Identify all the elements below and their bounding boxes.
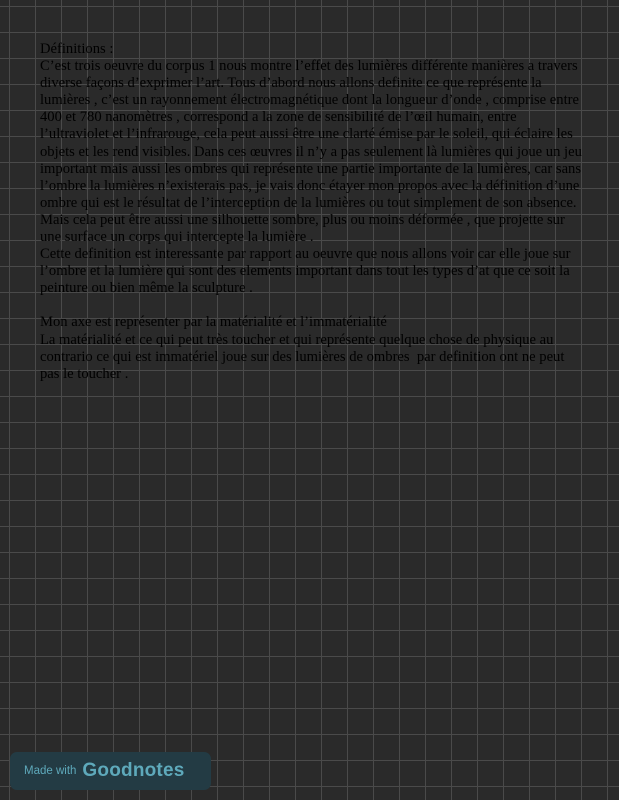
badge-prefix: Made with [24, 765, 77, 777]
goodnotes-logo-text: Goodnotes [82, 760, 185, 781]
paragraph-light-definition: C’est trois oeuvre du corpus 1 nous montre l’effet des lumières différente manières a travers diverse façons d’exprimer l’art. Tous d’abord nous allons definite ce que représente la lumières , c’est un rayonnement électromagnétique dont la longueur d’onde , comprise entre 400 et 780 nanomètres , correspond a la zone de sensibilité de l’œil humain, entre l’ultraviolet et l’infrarouge, cela peut aussi être une clarté émise par le soleil, qui éclaire les objets et les rend visibles. Dans ces œuvres il n’y a pas seulement là lumières qui joue un jeu important mais aussi les ombres qui représente une partie importante de la lumières, car sans l’ombre la lumières n’existerais pas, je vais donc étayer mon propos avec la définition d’une ombre qui est le résultat de l’interception de la lumières ou tout simplement de son absence. Mais cela peut être aussi une silhouette sombre, plus ou moins déformée , que projette sur une surface un corps qui intercepte la lumière . [40, 58, 586, 246]
made-with-goodnotes-badge [10, 752, 211, 790]
paragraph-materiality: La matérialité et ce qui peut très toucher et qui représente quelque chose de physique au contrario ce qui est immatériel joue sur des lumières de ombres par definition ont ne peut pas le toucher . [40, 331, 569, 382]
document-body [40, 41, 585, 383]
paragraph-shadow-interest: Cette definition est interessante par rapport au oeuvre que nous allons voir car elle joue sur l’ombre et la lumière qui sont des elements important dans tout les types d’at que ce soit la peinture ou bien même la sculpture . [40, 246, 575, 297]
axis-statement: Mon axe est représenter par la matérialité et l’immatérialité [40, 314, 387, 331]
paragraph-spacer [40, 297, 585, 314]
definitions-heading: Définitions : [40, 41, 114, 57]
